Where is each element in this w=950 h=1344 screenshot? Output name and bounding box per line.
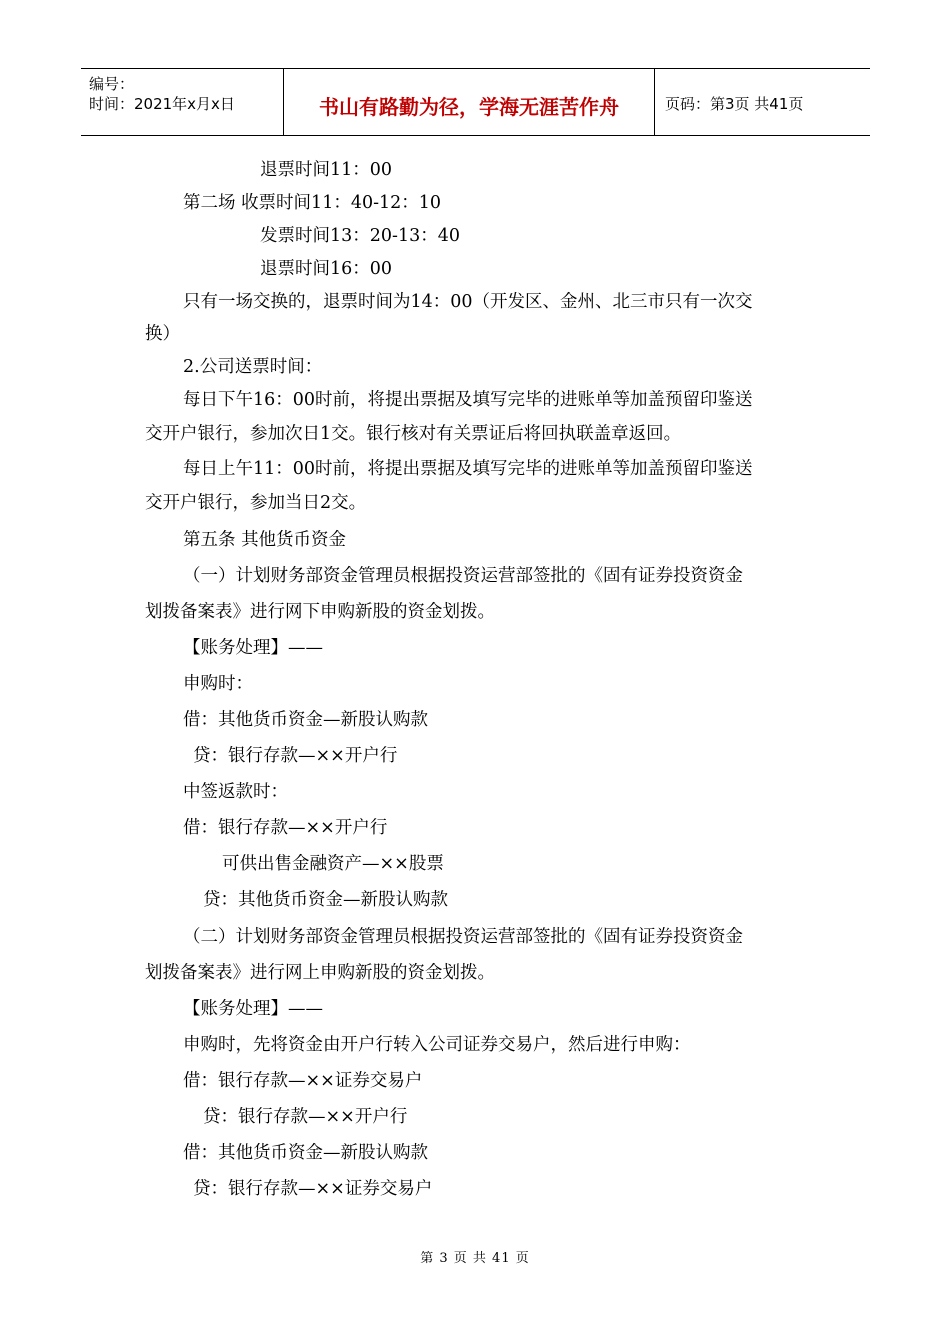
document-date-label: 时间：2021年x月x日 bbox=[89, 95, 235, 113]
document-number-label: 编号： bbox=[89, 75, 135, 93]
body-line: 每日上午11：00时前，将提出票据及填写完毕的进账单等加盖预留印鉴送 bbox=[183, 459, 753, 479]
journal-entry-debit: 借：其他货币资金—新股认购款 bbox=[183, 710, 428, 730]
body-line: 申购时，先将资金由开户行转入公司证券交易户，然后进行申购： bbox=[183, 1035, 691, 1055]
body-line: 【账务处理】—— bbox=[183, 999, 323, 1019]
body-line: 退票时间16：00 bbox=[260, 259, 393, 279]
body-line: 交开户银行，参加当日2交。 bbox=[145, 493, 367, 513]
page-header bbox=[81, 68, 870, 136]
body-line: （一）计划财务部资金管理员根据投资运营部签批的《固有证券投资资金 bbox=[183, 566, 743, 586]
journal-entry-debit: 借：其他货币资金—新股认购款 bbox=[183, 1143, 428, 1163]
journal-entry-credit: 贷：银行存款—××开户行 bbox=[193, 746, 398, 766]
body-line: 2.公司送票时间： bbox=[183, 357, 323, 377]
body-line: 申购时： bbox=[183, 674, 253, 694]
header-motto: 书山有路勤为径，学海无涯苦作舟 bbox=[319, 95, 619, 119]
body-line: 只有一场交换的，退票时间为14：00（开发区、金州、北三市只有一次交 bbox=[183, 292, 753, 312]
header-motto-cell bbox=[283, 69, 655, 135]
header-page-number: 页码：第3页 共41页 bbox=[665, 95, 804, 113]
body-line: 发票时间13：20-13：40 bbox=[260, 226, 460, 246]
body-line: 换） bbox=[145, 324, 180, 344]
page-footer: 第 3 页 共 41 页 bbox=[420, 1251, 530, 1266]
journal-entry-debit: 借：银行存款—××开户行 bbox=[183, 818, 388, 838]
body-line: 划拨备案表》进行网上申购新股的资金划拨。 bbox=[145, 963, 495, 983]
section-heading: 第五条 其他货币资金 bbox=[183, 530, 347, 550]
body-line: 退票时间11：00 bbox=[260, 160, 393, 180]
body-line: 每日下午16：00时前，将提出票据及填写完毕的进账单等加盖预留印鉴送 bbox=[183, 390, 753, 410]
header-page-cell bbox=[655, 69, 870, 135]
body-line: 【账务处理】—— bbox=[183, 638, 323, 658]
journal-entry-credit: 贷：银行存款—××开户行 bbox=[203, 1107, 408, 1127]
body-line: 交开户银行，参加次日1交。银行核对有关票证后将回执联盖章返回。 bbox=[145, 424, 682, 444]
journal-entry-credit: 贷：其他货币资金—新股认购款 bbox=[203, 890, 448, 910]
journal-entry-debit: 借：银行存款—××证券交易户 bbox=[183, 1071, 423, 1091]
body-line: 划拨备案表》进行网下申购新股的资金划拨。 bbox=[145, 602, 495, 622]
journal-entry-debit: 可供出售金融资产—××股票 bbox=[222, 854, 444, 874]
body-line: （二）计划财务部资金管理员根据投资运营部签批的《固有证券投资资金 bbox=[183, 927, 743, 947]
body-line: 第二场 收票时间11：40-12：10 bbox=[183, 193, 442, 213]
journal-entry-credit: 贷：银行存款—××证券交易户 bbox=[193, 1179, 433, 1199]
header-meta-cell bbox=[81, 69, 283, 135]
body-line: 中签返款时： bbox=[183, 782, 288, 802]
